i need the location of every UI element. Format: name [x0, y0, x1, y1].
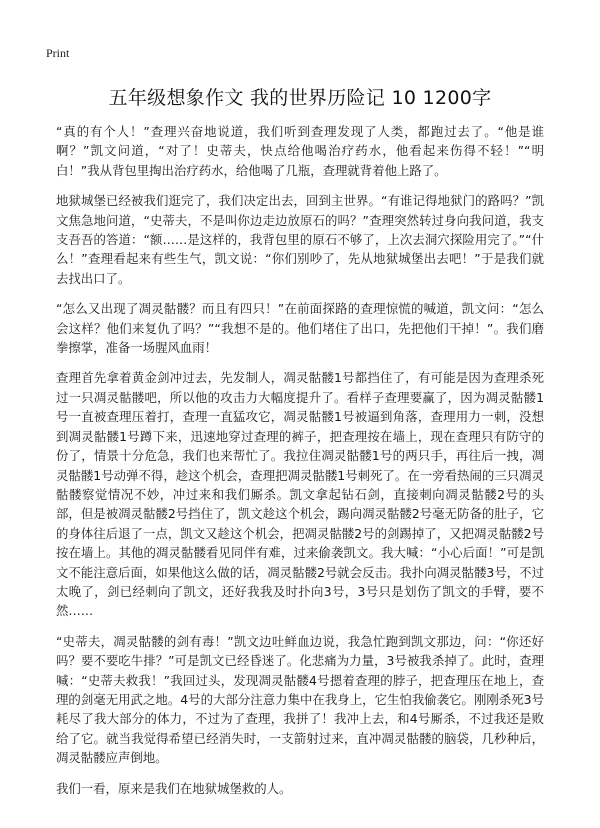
- article-paragraph-3: “怎么又出现了凋灵骷髅？而且有四只！”在前面探路的查理惊慌的喊道，凯文问：“怎么会这样？他们来复仇了吗？”“我想不是的。他们堵住了出口，先把他们干掉！”。我们磨拳擦掌，准备一场腥风血雨！: [56, 301, 544, 356]
- article-paragraph-6: 我们一看，原来是我们在地狱城堡救的人。: [56, 780, 292, 796]
- article-paragraph-1: “真的有个人！”查理兴奋地说道，我们听到查理发现了人类，都跑过去了。“他是谁啊？”凯文问道，“对了！史蒂夫，快点给他喝治疗药水，他看起来伤得不轻！”“明白！”我从背包里掏出治疗药水，给他喝了几瓶，查理就背着他上路了。: [56, 124, 544, 178]
- article-paragraph-4: 查理首先拿着黄金剑冲过去，先发制人，凋灵骷髅1号都挡住了，有可能是因为查理杀死过一只凋灵骷髅吧，所以他的攻击力大幅度提升了。看样子查理要赢了，因为凋灵骷髅1号一直被查理压着打，查理一直猛攻它，凋灵骷髅1号被逼到角落，查理用力一刺，没想到凋灵骷髅1号蹲下来，迅速地穿过查理的裤子，把查理按在墙上，现在查理只有防守的份了，情景十分危急，我们也来帮忙了。我拉住凋灵骷髅1号的两只手，再往后一拽，凋灵骷髅1号动弹不得，趁这个机会，查理把凋灵骷髅1号刺死了。在一旁看热闹的三只凋灵骷髅察觉情况不妙，冲过来和我们厮杀。凯文拿起钻石剑，直接刺向凋灵骷髅2号的头部，但是被凋灵骷髅2号挡住了，凯文趁这个机会，踢向凋灵骷髅2号毫无防备的肚子，它的身体往后退了一点，凯文又趁这个机会，把凋灵骷髅2号的剑踢掉了，又把凋灵骷髅2号按在墙上。其他的凋灵骷髅看见同伴有难，过来偷袭凯文。我大喊：“小心后面！”可是凯文不能注意后面，如果他这么做的话，凋灵骷髅2号就会反击。我扑向凋灵骷髅3号，不过太晚了，剑已经刺向了凯文，还好我我及时扑向3号，3号只是划伤了凯文的手臂，要不然……: [56, 370, 544, 619]
- article-paragraph-2: 地狱城堡已经被我们逛完了，我们决定出去，回到主世界。“有谁记得地狱门的路吗？”凯文焦急地问道，“史蒂夫，不是叫你边走边放原石的吗？”查理突然转过身向我问道，我支支吾吾的答道：“额……是这样的，我背包里的原石不够了，上次去洞穴探险用完了。”“什么！”查理看起来有些生气，凯文说：“你们别吵了，先从地狱城堡出去吧！”于是我们就去找出口了。: [56, 193, 544, 286]
- article-paragraph-5: “史蒂夫，凋灵骷髅的剑有毒！”凯文边吐鲜血边说，我急忙跑到凯文那边，问：“你还好吗？要不要吃牛排？”可是凯文已经昏迷了。化悲痛为力量，3号被我杀掉了。此时，查理喊：“史蒂夫救我！”我回过头，发现凋灵骷髅4号摁着查理的脖子，把查理压在地上，查理的剑毫无用武之地。4号的大部分注意力集中在我身上，它生怕我偷袭它。刚刚杀死3号耗尽了我大部分的体力，不过为了查理，我拼了！我冲上去，和4号厮杀，不过我还是败给了它。就当我觉得希望已经消失时，一支箭射过来，直冲凋灵骷髅的脑袋，几秒种后，凋灵骷髅应声倒地。: [56, 633, 544, 766]
- article-title: 五年级想象作文 我的世界历险记 10 1200字: [108, 87, 492, 109]
- article-body: [56, 122, 544, 798]
- print-link[interactable]: Print: [46, 46, 70, 60]
